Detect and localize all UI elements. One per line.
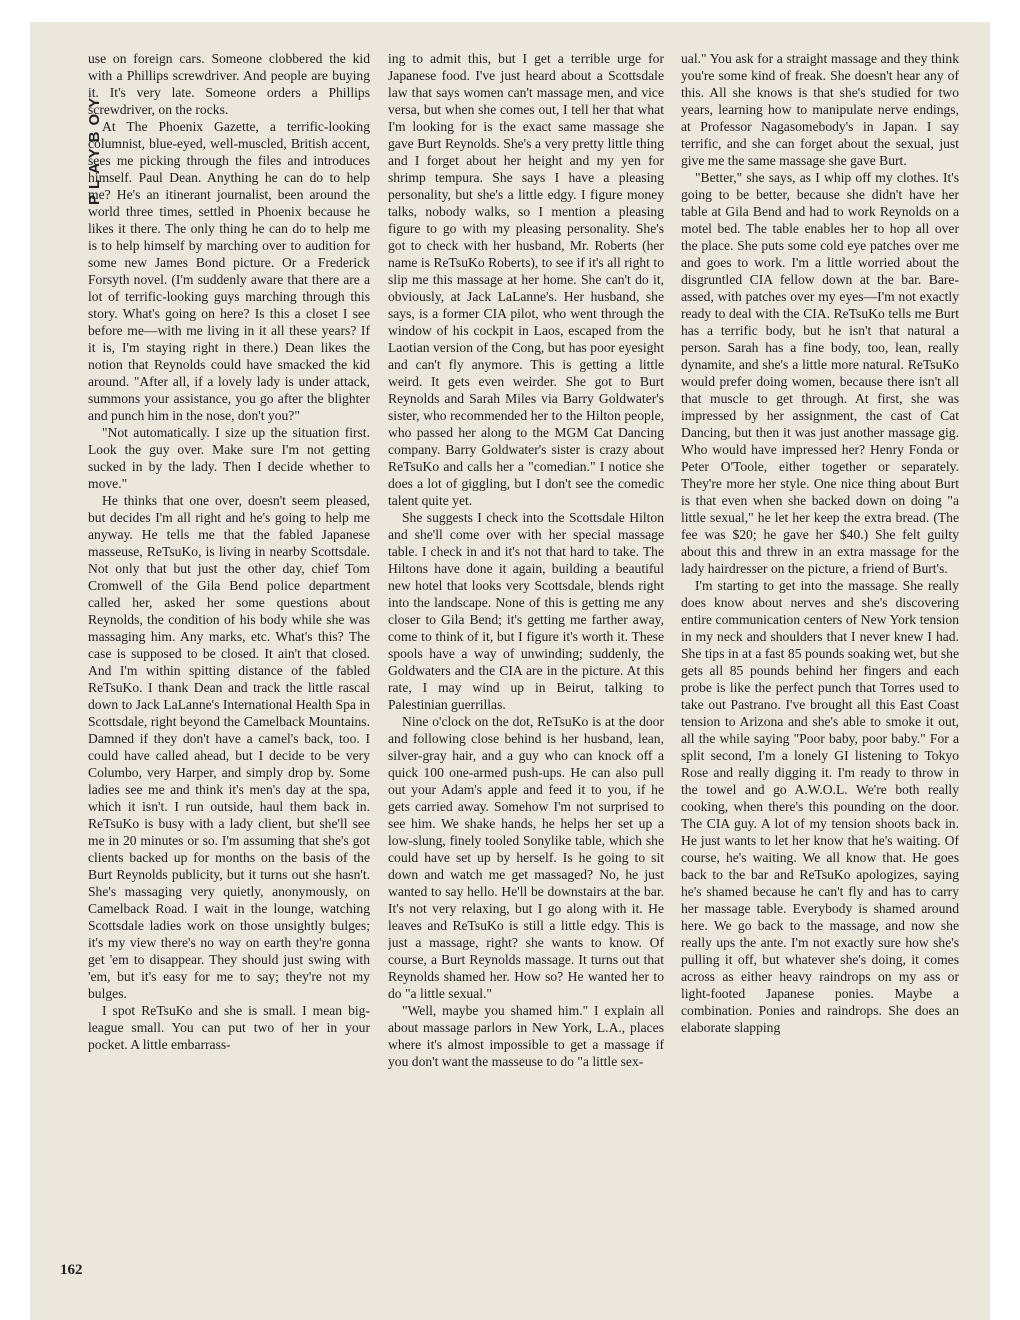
- paragraph: "Well, maybe you shamed him." I explain all about massage parlors in New York, L.A., places where it's almost impossible to get a massage if you don't want the masseuse to do "a little sex-: [388, 1003, 664, 1069]
- magazine-page: [30, 22, 990, 1320]
- text-column-1: [88, 50, 370, 1280]
- paragraph: "Not automatically. I size up the situation first. Look the guy over. Make sure I'm not getting sucked in by the lady. Then I decide whether to move.": [88, 425, 370, 491]
- paragraph: ual." You ask for a straight massage and they think you're some kind of freak. She doesn't hear any of this. All she knows is that she's studied for two years, learning how to manipulate nerve endings, at Professor Nagasomebody's in Japan. I say terrific, and she can forget about the sexual, just give me the same massage she gave Burt.: [681, 51, 959, 168]
- paragraph: He thinks that one over, doesn't seem pleased, but decides I'm all right and he's going to help me anyway. He tells me that the fabled Japanese masseuse, ReTsuKo, is living in nearby Scottsdale. Not only that but just the other day, chief Tom Cromwell of the Gila Bend police department called her, asked her some questions about Reynolds, the condition of his body while she was massaging him. Any marks, etc. What's this? The case is supposed to be closed. It ain't that closed. And I'm within spitting distance of the fabled ReTsuKo. I thank Dean and track the little rascal down to Jack LaLanne's International Health Spa in Scottsdale, right beyond the Camelback Mountains. Damned if they don't have a camel's back, too. I could have called ahead, but I decide to be very Columbo, very Harper, and simply drop by. Some ladies see me and think it's men's day at the spa, which it isn't. I run outside, haul them back in. ReTsuKo is busy with a lady client, but she'll see me in 20 minutes or so. I'm assuming that she's got clients backed up for months on the basis of the Burt Reynolds publicity, but it turns out she hasn't. She's massaging very quietly, anonymously, on Camelback Road. I wait in the lounge, watching Scottsdale ladies work on those unsightly bulges; it's my view there's no way on earth they're gonna get 'em to disappear. They should just swing with 'em, but it's easy for me to say; they're not my bulges.: [88, 493, 370, 1001]
- paragraph: ing to admit this, but I get a terrible urge for Japanese food. I've just heard about a Scottsdale law that says women can't massage men, and vice versa, but when she comes out, I tell her that what I'm looking for is the exact same massage she gave Burt Reynolds. She's a very pretty little thing and I forget about her height and my yen for shrimp tempura. She says I have a pleasing personality, but she's a little edgy. I figure money talks, nobody walks, so I mention a pleasing figure to go with my pleasing personality. She's got to check with her husband, Mr. Roberts (her name is ReTsuKo Roberts), to see if it's all right to slip me this massage at her home. She can't do it, obviously, at Jack LaLanne's. Her husband, she says, is a former CIA pilot, who went through the window of his cockpit in Laos, escaped from the Laotian version of the Cong, but has poor eyesight and can't fly anymore. This is getting a little weird. It gets even weirder. She got to Burt Reynolds and Sarah Miles via Barry Goldwater's sister, who recommended her to the Hilton people, who passed her along to the MGM Cat Dancing company. Barry Goldwater's sister is crazy about ReTsuKo and calls her a "comedian." I notice she does a lot of giggling, but I don't see the comedic talent quite yet.: [388, 51, 664, 508]
- paragraph: I'm starting to get into the massage. She really does know about nerves and she's discovering entire communication centers of New York tension in my neck and shoulders that I never knew I had. She tips in at a fast 85 pounds soaking wet, but she gets all 85 pounds behind her fingers and each probe is like the perfect punch that Torres used to take out Pastrano. I've brought all this East Coast tension to Arizona and she's able to smoke it out, all the while saying "Poor baby, poor baby." For a split second, I'm a lonely GI listening to Tokyo Rose and really digging it. I'm ready to throw in the towel and go A.W.O.L. We're both really cooking, when there's this pounding on the door. The CIA guy. A lot of my tension shoots back in. He just wants to let her know that he's waiting. Of course, he's waiting. We all know that. He goes back to the bar and ReTsuKo apologizes, saying he's shamed because he can't fly and has to carry her massage table. Everybody is shamed around here. We go back to the massage, and now she really ups the ante. I'm not exactly sure how she's pulling it off, but whatever she's doing, it comes across as either heavy raindrops on my ass or light-footed Japanese ponies. Maybe a combination. Ponies and raindrops. She does an elaborate slapping: [681, 578, 959, 1035]
- text-column-2: [388, 50, 664, 1280]
- text-column-3: [681, 50, 959, 1280]
- paragraph: Nine o'clock on the dot, ReTsuKo is at the door and following close behind is her husband, lean, silver-gray hair, and a guy who can knock off a quick 100 one-armed push-ups. He can also pull out your Adam's apple and feed it to you, if he gets carried away. Somehow I'm not surprised to see him. We shake hands, he helps her set up a low-slung, finely tooled Sonylike table, which she could have set up by herself. Is he going to sit down and watch me get massaged? No, he just wanted to say hello. He'll be downstairs at the bar. It's not very relaxing, but I go along with it. He leaves and ReTsuKo is still a little edgy. This is just a massage, right? she wants to know. Of course, a Burt Reynolds massage. It turns out that Reynolds shamed her. How so? He wanted her to do "a little sexual.": [388, 714, 664, 1001]
- paragraph: "Better," she says, as I whip off my clothes. It's going to be better, because she didn't have her table at Gila Bend and had to work Reynolds on a motel bed. The table enables her to hop all over the place. She puts some cold eye patches over me and goes to work. I'm a little worried about the disgruntled CIA fellow down at the bar. Bare-assed, with patches over my eyes—I'm not exactly ready to deal with the CIA. ReTsuKo tells me Burt has a terrific body, but he isn't that natural a person. Sarah has a fine body, too, lean, really dynamite, and she's a little more natural. ReTsuKo would prefer doing women, because there isn't all that muscle to get through. At first, she was impressed by her assignment, the cast of Cat Dancing, but then it was just another massage gig. Who would have impressed her? Henry Fonda or Peter O'Toole, either together or separately. They're more her style. One nice thing about Burt is that even when she backed down on doing "a little sexual," he let her keep the extra bread. (The fee was $20; he gave her $40.) She felt guilty about this and threw in an extra massage for the lady hairdresser on the picture, a friend of Burt's.: [681, 170, 959, 576]
- paragraph: use on foreign cars. Someone clobbered the kid with a Phillips screwdriver. And people are buying it. It's very late. Someone orders a Phillips screwdriver, on the rocks.: [88, 51, 370, 117]
- paragraph: At The Phoenix Gazette, a terrific-looking columnist, blue-eyed, well-muscled, British accent, sees me picking through the files and introduces himself. Paul Dean. Anything he can do to help me? He's an itinerant journalist, been around the world three times, settled in Phoenix because he likes it there. The only thing he can do to help me is to help himself by marching over to audition for some new James Bond picture. Or a Frederick Forsyth novel. (I'm suddenly aware that there are a lot of terrific-looking guys marching through this story. What's going on here? Is this a closet I see before me—with me living in it all these years? If it is, I'm staying right in there.) Dean likes the notion that Reynolds could have smacked the kid around. "After all, if a lovely lady is under attack, summons your assistance, you go after the blighter and punch him in the nose, don't you?": [88, 119, 370, 423]
- magazine-name: PLAYBOY: [86, 91, 103, 205]
- paragraph: She suggests I check into the Scottsdale Hilton and she'll come over with her special massage table. I check in and it's not that hard to take. The Hiltons have done it again, building a beautiful new hotel that looks very Scottsdale, blends right into the landscape. None of this is getting me any closer to Gila Bend; it's getting me farther away, come to think of it, but I figure it's worth it. These spools have a way of unwinding; suddenly, the Goldwaters and the CIA are in the picture. At this rate, I may wind up in Beirut, talking to Palestinian guerrillas.: [388, 510, 664, 712]
- paragraph: I spot ReTsuKo and she is small. I mean big-league small. You can put two of her in your pocket. A little embarrass-: [88, 1003, 370, 1052]
- page-number: 162: [60, 1262, 83, 1278]
